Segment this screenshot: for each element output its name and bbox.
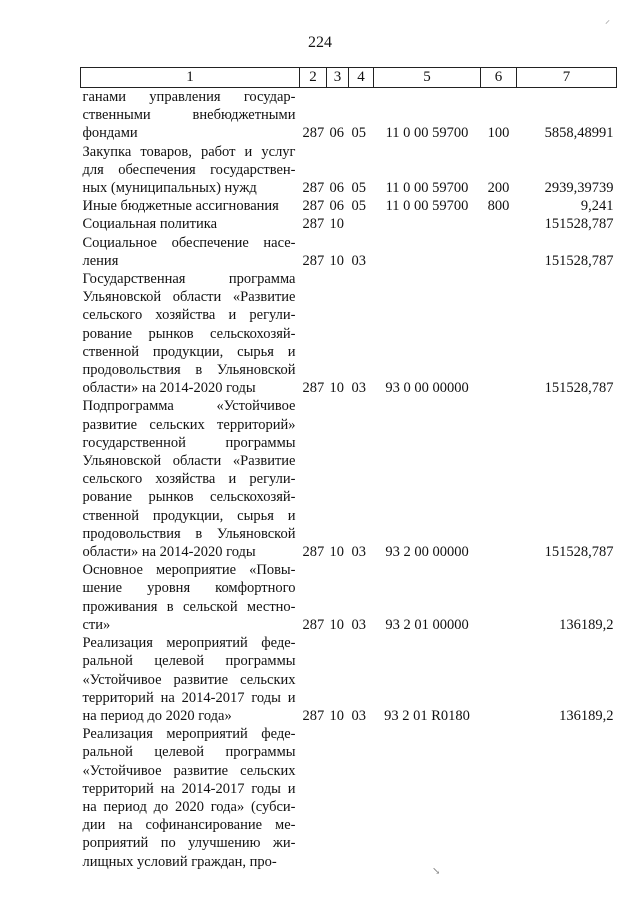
ministry-code-cell: 287	[302, 380, 325, 397]
row-name-line: «Устойчивое развитие сельских	[82, 671, 296, 688]
expense-type-cell: 800	[487, 198, 510, 215]
section-code-cell	[327, 725, 349, 871]
subsection-code-cell: 05	[351, 180, 366, 197]
amount-cell: 151528,787	[544, 252, 614, 269]
row-name-line: сти»	[82, 616, 111, 633]
target-article-cell: 11 0 00 59700	[385, 198, 469, 215]
row-name-cell	[81, 234, 300, 270]
target-article-cell	[374, 234, 481, 270]
target-article-cell: 93 2 01 00000	[385, 616, 469, 633]
subsection-code-cell: 03	[351, 707, 366, 724]
expense-type-cell	[481, 561, 517, 634]
amount-cell: 5858,48991	[544, 125, 614, 142]
expense-type-cell	[481, 725, 517, 871]
table-header	[81, 68, 617, 88]
target-article-cell	[374, 725, 481, 871]
amount-cell	[517, 725, 617, 871]
row-name-line: Социальное обеспечение насе-	[82, 234, 296, 251]
amount-cell: 151528,787	[544, 544, 614, 561]
ministry-code-cell: 287	[302, 198, 325, 215]
target-article-cell: 93 2 00 00000	[385, 544, 469, 561]
scan-artifact: ⸝	[605, 15, 610, 26]
row-name-cell	[81, 143, 300, 198]
section-code-cell: 10	[329, 252, 344, 269]
row-name-line: рование рынков сельскохозяй-	[82, 325, 296, 342]
header-col-3: 3	[327, 68, 349, 88]
row-name-line: дии на софинансирование ме-	[82, 817, 296, 834]
row-name-line: Государственная программа	[82, 271, 296, 288]
expense-type-cell	[481, 215, 517, 233]
row-name-line: проживания в сельской местно-	[82, 598, 296, 615]
ministry-code-cell: 287	[302, 180, 325, 197]
row-name-cell	[81, 215, 300, 233]
table-row	[81, 197, 617, 215]
header-col-5: 5	[374, 68, 481, 88]
row-name-line: Иные бюджетные ассигнования	[82, 198, 279, 215]
ministry-code-cell	[300, 725, 327, 871]
row-name-line: развитие сельских территорий»	[82, 416, 296, 433]
row-name-line: Реализация мероприятий феде-	[82, 726, 296, 743]
row-name-line: Ульяновской области «Развитие	[82, 289, 296, 306]
row-name-cell	[81, 270, 300, 397]
expense-type-cell	[481, 234, 517, 270]
row-name-line: области» на 2014-2020 годы	[82, 380, 256, 397]
subsection-code-cell: 05	[351, 198, 366, 215]
row-name-line: территорий на 2014-2017 годы и	[82, 780, 296, 797]
row-name-line: фондами	[82, 125, 138, 142]
row-name-line: ганами управления государ-	[82, 89, 296, 105]
section-code-cell: 10	[329, 616, 344, 633]
expense-type-cell: 200	[487, 180, 510, 197]
ministry-code-cell: 287	[302, 616, 325, 633]
row-name-line: Основное мероприятие «Повы-	[82, 562, 296, 579]
amount-cell: 136189,2	[559, 707, 614, 724]
target-article-cell: 11 0 00 59700	[385, 180, 469, 197]
row-name-cell	[81, 725, 300, 871]
row-name-cell	[81, 397, 300, 561]
target-article-cell	[374, 215, 481, 233]
section-code-cell: 06	[329, 180, 344, 197]
header-row	[81, 68, 617, 88]
row-name-line: территорий на 2014-2017 годы и	[82, 689, 296, 706]
amount-cell: 151528,787	[544, 380, 614, 397]
row-name-cell	[81, 197, 300, 215]
page-number: 224	[308, 34, 332, 51]
row-name-line: сельского хозяйства и регули-	[82, 471, 296, 488]
budget-table	[80, 67, 617, 871]
row-name-line: ления	[82, 252, 119, 269]
row-name-line: «Устойчивое развитие сельских	[82, 762, 296, 779]
section-code-cell: 06	[329, 125, 344, 142]
amount-cell: 9,241	[580, 198, 614, 215]
row-name-cell	[81, 561, 300, 634]
target-article-cell: 11 0 00 59700	[385, 125, 469, 142]
subsection-code-cell: 03	[351, 616, 366, 633]
table-row	[81, 234, 617, 270]
expense-type-cell	[481, 634, 517, 725]
header-col-4: 4	[349, 68, 374, 88]
row-name-line: ственной продукции, сырья и	[82, 507, 296, 524]
subsection-code-cell: 03	[351, 544, 366, 561]
header-col-7: 7	[517, 68, 617, 88]
target-article-cell: 93 2 01 R0180	[384, 707, 470, 724]
table-row	[81, 725, 617, 871]
table-row	[81, 397, 617, 561]
row-name-line: сельского хозяйства и регули-	[82, 307, 296, 324]
header-col-1: 1	[81, 68, 300, 88]
row-name-line: Закупка товаров, работ и услуг	[82, 143, 296, 160]
table-row	[81, 143, 617, 198]
amount-cell: 2939,39739	[544, 180, 614, 197]
row-name-line: на период до 2020 года» (субси-	[82, 798, 296, 815]
header-col-2: 2	[300, 68, 327, 88]
row-name-line: Ульяновской области «Развитие	[82, 453, 296, 470]
section-code-cell: 10	[329, 216, 344, 233]
section-code-cell: 10	[329, 707, 344, 724]
row-name-line: Социальная политика	[82, 216, 218, 233]
table-row	[81, 270, 617, 397]
table-row	[81, 88, 617, 143]
row-name-line: ственной продукции, сырья и	[82, 343, 296, 360]
row-name-line: Подпрограмма «Устойчивое	[82, 398, 296, 415]
subsection-code-cell: 03	[351, 252, 366, 269]
row-name-line: ственными внебюджетными	[82, 107, 296, 124]
subsection-code-cell: 05	[351, 125, 366, 142]
ministry-code-cell: 287	[302, 252, 325, 269]
subsection-code-cell	[349, 725, 374, 871]
row-name-cell	[81, 634, 300, 725]
table-body	[81, 88, 617, 871]
row-name-line: лищных условий граждан, про-	[82, 853, 277, 870]
row-name-line: ных (муниципальных) нужд	[82, 180, 257, 197]
row-name-line: для обеспечения государствен-	[82, 161, 296, 178]
expense-type-cell	[481, 397, 517, 561]
subsection-code-cell: 03	[351, 380, 366, 397]
row-name-line: ральной целевой программы	[82, 744, 296, 761]
ministry-code-cell: 287	[302, 216, 325, 233]
section-code-cell: 10	[329, 544, 344, 561]
section-code-cell: 10	[329, 380, 344, 397]
ministry-code-cell: 287	[302, 707, 325, 724]
ministry-code-cell: 287	[302, 125, 325, 142]
row-name-line: рование рынков сельскохозяй-	[82, 489, 296, 506]
expense-type-cell	[481, 270, 517, 397]
header-col-6: 6	[481, 68, 517, 88]
row-name-line: шение уровня комфортного	[82, 580, 296, 597]
scan-artifact: ↘	[432, 866, 441, 877]
row-name-line: области» на 2014-2020 годы	[82, 544, 256, 561]
ministry-code-cell: 287	[302, 544, 325, 561]
amount-cell: 151528,787	[544, 216, 614, 233]
row-name-line: государственной программы	[82, 434, 296, 451]
row-name-line: продовольствия в Ульяновской	[82, 362, 296, 379]
table-row	[81, 215, 617, 233]
amount-cell: 136189,2	[559, 616, 614, 633]
row-name-cell	[81, 88, 300, 143]
section-code-cell: 06	[329, 198, 344, 215]
row-name-line: на период до 2020 года»	[82, 707, 232, 724]
row-name-line: ральной целевой программы	[82, 653, 296, 670]
table-row	[81, 561, 617, 634]
target-article-cell: 93 0 00 00000	[385, 380, 469, 397]
row-name-line: Реализация мероприятий феде-	[82, 635, 296, 652]
row-name-line: роприятий по улучшению жи-	[82, 835, 296, 852]
table-row	[81, 634, 617, 725]
row-name-line: продовольствия в Ульяновской	[82, 525, 296, 542]
expense-type-cell: 100	[487, 125, 510, 142]
subsection-code-cell	[349, 215, 374, 233]
